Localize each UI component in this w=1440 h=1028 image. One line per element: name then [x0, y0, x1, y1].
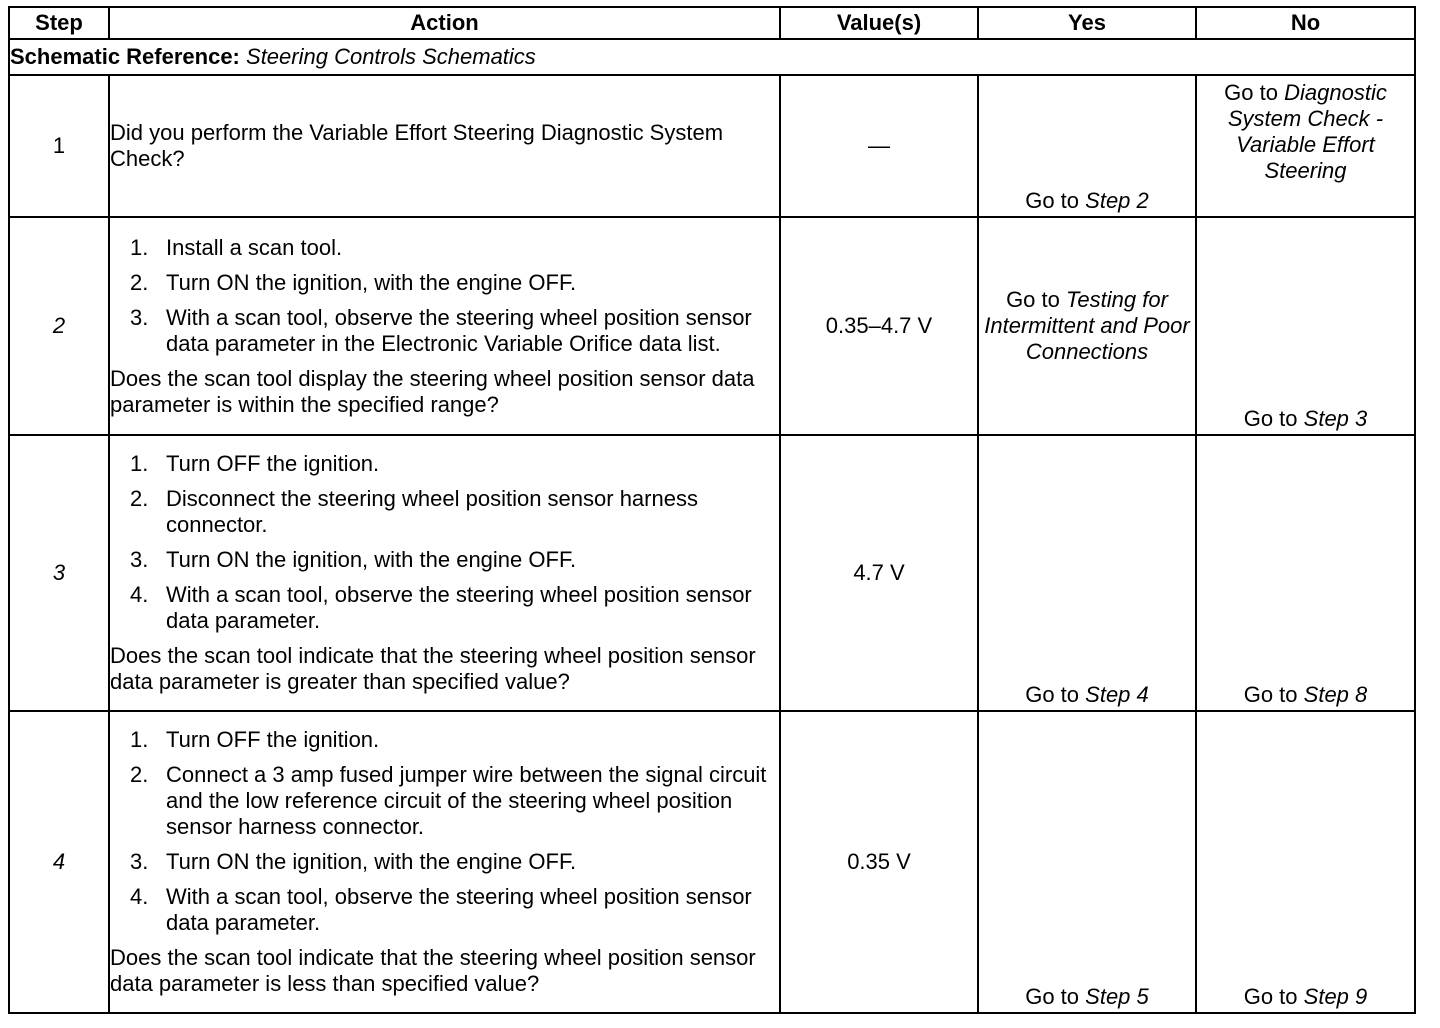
schematic-reference: [9, 39, 1415, 75]
goto-prefix: Go to: [1025, 984, 1080, 1009]
action-question: Does the scan tool display the steering wheel position sensor data parameter is within the specified range?: [110, 365, 755, 417]
action-steps: [110, 727, 779, 936]
action-step: 3. With a scan tool, observe the steering wheel position sensor data parameter in the Electronic Variable Orifice data list.: [130, 304, 752, 356]
yes-goto[interactable]: [979, 188, 1195, 214]
goto-target[interactable]: Step 8: [1303, 682, 1368, 707]
table-row: [9, 217, 1415, 435]
step-number: 3: [9, 435, 109, 711]
goto-prefix: Go to: [1243, 984, 1298, 1009]
no-cell: [1196, 711, 1415, 1013]
goto-prefix: Go to: [1025, 682, 1080, 707]
value-cell: 0.35–4.7 V: [780, 217, 978, 435]
yes-goto[interactable]: [979, 287, 1195, 365]
goto-target[interactable]: Diagnostic System Check - Variable Effort Steering: [1227, 80, 1387, 183]
value-cell: 4.7 V: [780, 435, 978, 711]
no-cell: [1196, 75, 1415, 217]
yes-goto[interactable]: [979, 984, 1195, 1010]
schematic-reference-row: [9, 39, 1415, 75]
action-step: 3. Turn ON the ignition, with the engine OFF.: [130, 547, 577, 572]
header-action: Action: [109, 7, 780, 39]
action-step: 2. Connect a 3 amp fused jumper wire between the signal circuit and the low reference circuit of the steering wheel position sensor harness connector.: [130, 762, 767, 839]
goto-target[interactable]: Step 2: [1085, 188, 1149, 213]
action-question: Did you perform the Variable Effort Steering Diagnostic System Check?: [110, 120, 724, 171]
yes-goto[interactable]: [979, 682, 1195, 708]
header-row: [9, 7, 1415, 39]
table-row: [9, 711, 1415, 1013]
action-question: Does the scan tool indicate that the steering wheel position sensor data parameter is greater than specified value?: [110, 643, 756, 694]
goto-target[interactable]: Step 9: [1303, 984, 1368, 1009]
header-no: No: [1196, 7, 1415, 39]
goto-prefix: Go to: [1006, 287, 1060, 312]
action-step: 4. With a scan tool, observe the steering wheel position sensor data parameter.: [130, 884, 752, 935]
goto-prefix: Go to: [1243, 682, 1298, 707]
action-steps: [110, 235, 779, 357]
action-step: 2. Disconnect the steering wheel position sensor harness connector.: [130, 486, 698, 537]
goto-target[interactable]: Step 3: [1303, 406, 1368, 431]
action-cell: [109, 711, 780, 1013]
action-step: 2. Turn ON the ignition, with the engine OFF.: [130, 269, 577, 295]
header-yes: Yes: [978, 7, 1196, 39]
yes-cell: [978, 75, 1196, 217]
action-steps: [110, 451, 779, 634]
goto-prefix: Go to: [1025, 188, 1080, 213]
action-step: 4. With a scan tool, observe the steering wheel position sensor data parameter.: [130, 582, 752, 633]
step-number: 4: [9, 711, 109, 1013]
no-goto[interactable]: [1197, 682, 1414, 708]
header-step: Step: [9, 7, 109, 39]
step-number: 2: [9, 217, 109, 435]
value-cell: —: [780, 75, 978, 217]
goto-target[interactable]: Testing for Intermittent and Poor Connections: [984, 287, 1190, 364]
yes-cell: [978, 217, 1196, 435]
value-cell: 0.35 V: [780, 711, 978, 1013]
goto-prefix: Go to: [1224, 80, 1278, 105]
goto-target[interactable]: Step 4: [1085, 682, 1149, 707]
action-step: 1. Install a scan tool.: [130, 234, 343, 260]
step-number: 1: [9, 75, 109, 217]
schematic-reference-label: Schematic Reference:: [10, 44, 240, 69]
yes-cell: [978, 435, 1196, 711]
action-question: Does the scan tool indicate that the steering wheel position sensor data parameter is less than specified value?: [110, 945, 756, 996]
schematic-reference-link[interactable]: Steering Controls Schematics: [246, 44, 536, 69]
action-step: 1. Turn OFF the ignition.: [130, 727, 380, 752]
table-row: [9, 435, 1415, 711]
action-cell: [109, 217, 780, 435]
yes-cell: [978, 711, 1196, 1013]
goto-target[interactable]: Step 5: [1085, 984, 1149, 1009]
no-goto[interactable]: [1197, 984, 1414, 1010]
diagnostic-table: [8, 6, 1416, 1014]
action-step: 3. Turn ON the ignition, with the engine OFF.: [130, 849, 577, 874]
action-cell: [109, 75, 780, 217]
action-step: 1. Turn OFF the ignition.: [130, 451, 380, 476]
no-goto[interactable]: [1197, 406, 1414, 432]
no-cell: [1196, 435, 1415, 711]
goto-prefix: Go to: [1243, 406, 1298, 431]
action-cell: [109, 435, 780, 711]
header-values: Value(s): [780, 7, 978, 39]
no-goto[interactable]: [1197, 80, 1414, 184]
table-row: [9, 75, 1415, 217]
no-cell: [1196, 217, 1415, 435]
